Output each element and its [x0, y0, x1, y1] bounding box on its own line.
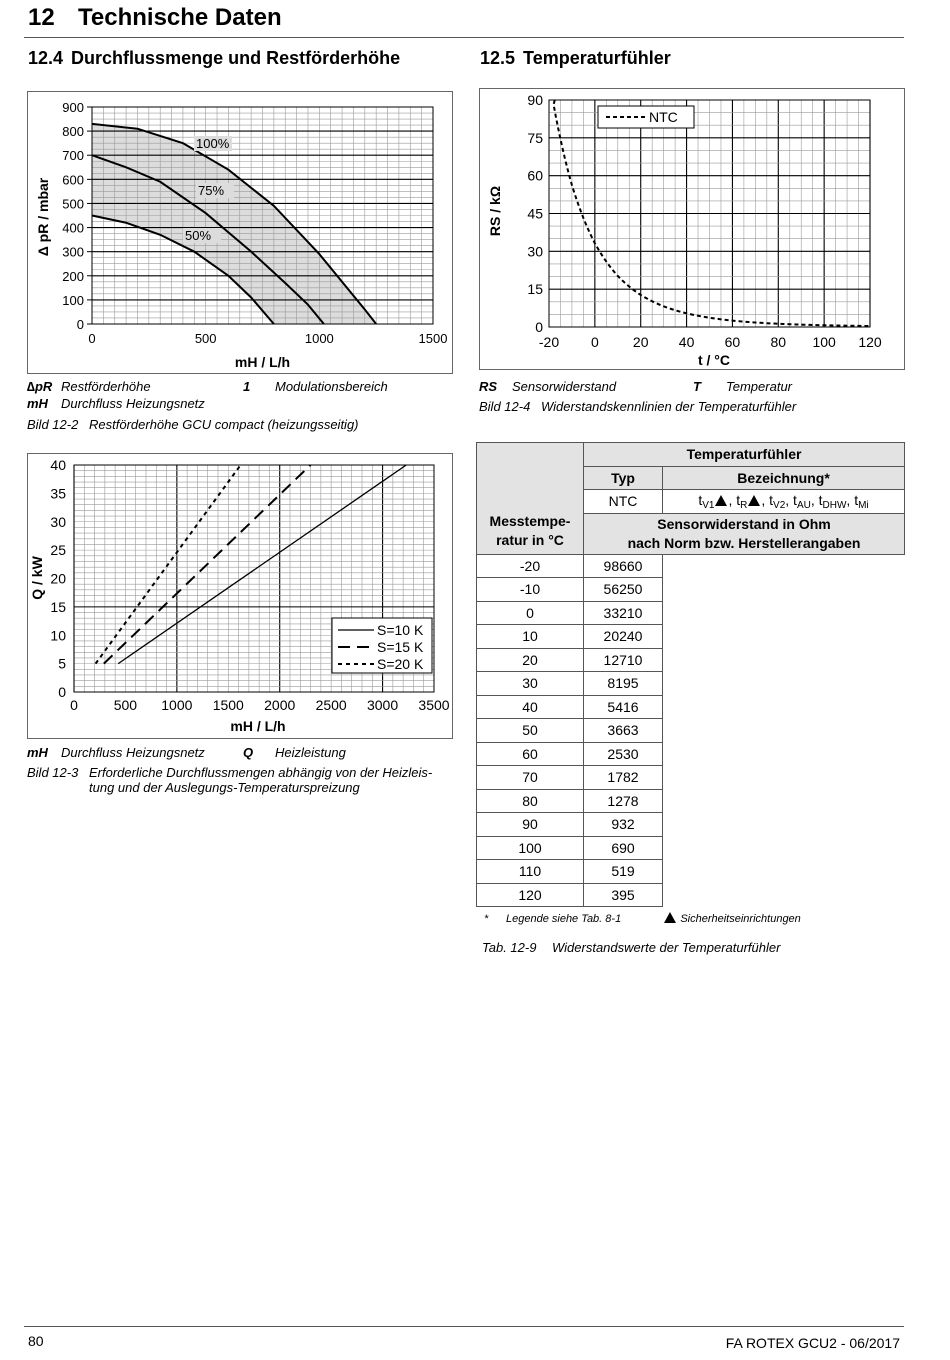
- figure-caption-line: tung und der Auslegungs-Temperaturspreizung: [89, 780, 360, 795]
- series-line: [96, 465, 241, 664]
- x-tick-label: 60: [724, 334, 741, 350]
- y-axis-label: Q / kW: [29, 556, 45, 600]
- temperature-cell: 110: [477, 860, 584, 884]
- x-tick-label: 3000: [366, 697, 399, 713]
- designation-cell: $t_{V1}$ , $t_R$ , $t_{V2}$, $t_{AU}$, $t_{DHW}$, $t_{Mi}$: [663, 490, 905, 514]
- figure-caption-text: Widerstandskennlinien der Temperaturfühler: [541, 399, 797, 414]
- y-tick-label: 200: [62, 268, 84, 284]
- page-number: 80: [28, 1333, 44, 1349]
- temperature-cell: 60: [477, 742, 584, 766]
- y-axis-label: RS / kΩ: [487, 185, 503, 237]
- x-tick-label: 120: [858, 334, 882, 350]
- legend-text: Heizleistung: [275, 745, 346, 760]
- note-safety: Sicherheitseinrichtungen: [680, 913, 801, 925]
- x-tick-label: 3500: [418, 697, 450, 713]
- table-row: [477, 554, 905, 578]
- row-header-line: ratur in °C: [496, 531, 564, 548]
- legend-text: Durchfluss Heizungsnetz: [61, 745, 205, 760]
- resistance-cell: 56250: [584, 578, 663, 602]
- col-bez-header: Bezeichnung*: [663, 466, 905, 490]
- resistance-cell: 395: [584, 883, 663, 907]
- figure-caption-line: Erforderliche Durchflussmengen abhängig von der Heizleis-: [89, 765, 433, 780]
- figure-caption: [479, 399, 796, 414]
- temperature-cell: 70: [477, 766, 584, 790]
- resistance-cell: 12710: [584, 648, 663, 672]
- table-row: [477, 672, 905, 696]
- resistance-cell: 98660: [584, 554, 663, 578]
- legend-text: Durchfluss Heizungsnetz: [61, 396, 205, 411]
- x-tick-label: 1500: [418, 331, 448, 346]
- legend-row: [27, 379, 151, 394]
- y-tick-label: 100: [62, 292, 84, 308]
- legend-text: Modulationsbereich: [275, 379, 388, 394]
- temperature-cell: 50: [477, 719, 584, 743]
- curve-label: 50%: [185, 228, 212, 243]
- x-axis-label: t / °C: [697, 352, 731, 368]
- temperature-cell: -20: [477, 554, 584, 578]
- table-row: [477, 766, 905, 790]
- document-id: FA ROTEX GCU2 - 06/2017: [725, 1335, 900, 1351]
- table-row: [477, 883, 905, 907]
- x-axis-label: mH / L/h: [230, 718, 286, 734]
- x-tick-label: 0: [590, 334, 599, 350]
- temperature-cell: 120: [477, 883, 584, 907]
- y-tick-label: 900: [62, 100, 84, 115]
- table-row: [477, 860, 905, 884]
- resistance-cell: 519: [584, 860, 663, 884]
- legend-row: [27, 396, 205, 411]
- table-number: Tab. 12-9: [482, 940, 537, 955]
- typ-value-cell: NTC: [584, 490, 663, 514]
- table-row: [477, 836, 905, 860]
- header-rule: [24, 37, 904, 38]
- legend-symbol: 1: [243, 379, 251, 394]
- table-row: [477, 695, 905, 719]
- resistance-cell: 8195: [584, 672, 663, 696]
- row-header-line: Messtempe-: [489, 512, 571, 529]
- y-tick-label: 300: [62, 244, 84, 260]
- y-tick-label: 15: [527, 281, 543, 298]
- table-caption: [482, 940, 780, 955]
- y-tick-label: 5: [58, 655, 66, 672]
- legend-row: [693, 379, 792, 394]
- sensor-resistance-table: [476, 442, 905, 907]
- chart-heat-output: [27, 453, 453, 739]
- chart-residual-head-svg: [28, 92, 452, 373]
- legend-symbol: mH: [27, 745, 48, 760]
- value-header-cell: [584, 513, 905, 554]
- x-tick-label: 1500: [212, 697, 244, 713]
- table-row: [477, 578, 905, 602]
- curve-label: 100%: [196, 136, 230, 151]
- y-tick-label: 800: [62, 124, 84, 140]
- x-tick-label: 0: [70, 697, 78, 713]
- temperature-cell: 90: [477, 813, 584, 837]
- table-caption-text: Widerstandswerte der Temperaturfühler: [552, 940, 781, 955]
- y-tick-label: 75: [527, 129, 543, 146]
- y-tick-label: 400: [62, 220, 84, 236]
- x-tick-label: 20: [632, 334, 649, 350]
- x-tick-label: 80: [770, 334, 787, 350]
- table-row: [477, 648, 905, 672]
- y-tick-label: 700: [62, 148, 84, 164]
- x-tick-label: 2500: [315, 697, 347, 713]
- section-title: Durchflussmenge und Restförderhöhe: [71, 48, 401, 68]
- x-tick-label: 100: [812, 334, 836, 350]
- legend-row: [243, 379, 388, 394]
- legend-symbol: Q: [243, 745, 254, 760]
- table-row: [477, 601, 905, 625]
- chart-sensor-resistance-svg: [480, 89, 904, 369]
- figure-caption: [27, 417, 359, 432]
- legend-text: Temperatur: [726, 379, 792, 394]
- legend-text: Restförderhöhe: [61, 379, 151, 394]
- temperature-cell: 10: [477, 625, 584, 649]
- table-note: [484, 912, 801, 925]
- temperature-cell: 80: [477, 789, 584, 813]
- figure-number: Bild 12-4: [479, 399, 531, 414]
- x-axis-label: mH / L/h: [234, 354, 291, 370]
- legend-symbol: RS: [479, 379, 498, 394]
- chapter-number: 12: [28, 4, 55, 31]
- legend-entry: S=15 K: [377, 639, 424, 655]
- legend-row: [479, 379, 616, 394]
- figure-caption: [27, 765, 452, 795]
- note-legend: Legende siehe Tab. 8-1: [506, 913, 622, 925]
- y-tick-label: 30: [527, 243, 543, 260]
- x-tick-label: 0: [88, 331, 96, 346]
- x-tick-label: 500: [113, 697, 138, 713]
- y-tick-label: 20: [50, 570, 66, 587]
- footer-rule: [24, 1326, 904, 1327]
- resistance-cell: 3663: [584, 719, 663, 743]
- legend-symbol: T: [693, 379, 701, 394]
- y-tick-label: 25: [50, 542, 66, 559]
- chart-heat-output-svg: [28, 454, 452, 738]
- group-header-cell: Temperaturfühler: [584, 443, 905, 467]
- row-header-cell: [477, 443, 584, 555]
- temperature-cell: 40: [477, 695, 584, 719]
- y-axis-label: Δ pR / mbar: [35, 177, 51, 257]
- temperature-cell: -10: [477, 578, 584, 602]
- resistance-cell: 1278: [584, 789, 663, 813]
- chart-residual-head: [27, 91, 453, 374]
- section-number: 12.5: [480, 48, 516, 68]
- chart-sensor-resistance: [479, 88, 905, 370]
- table-row: [477, 625, 905, 649]
- y-tick-label: 0: [58, 684, 66, 700]
- x-tick-label: 500: [194, 331, 217, 346]
- resistance-cell: 5416: [584, 695, 663, 719]
- resistance-cell: 33210: [584, 601, 663, 625]
- section-title: Temperaturfühler: [523, 48, 671, 68]
- resistance-cell: 2530: [584, 742, 663, 766]
- section-number: 12.4: [28, 48, 64, 68]
- table-row: [477, 789, 905, 813]
- table-row: [477, 813, 905, 837]
- legend-symbol: ∆pR: [27, 379, 53, 394]
- y-tick-label: 45: [527, 205, 543, 222]
- y-tick-label: 90: [527, 92, 543, 108]
- x-tick-label: 40: [678, 334, 695, 350]
- resistance-cell: 932: [584, 813, 663, 837]
- y-tick-label: 15: [50, 598, 66, 615]
- temperature-cell: 30: [477, 672, 584, 696]
- y-tick-label: 30: [50, 513, 66, 530]
- temperature-cell: 0: [477, 601, 584, 625]
- warning-triangle-icon: [748, 495, 760, 506]
- legend-row: [27, 745, 205, 760]
- section-heading-sensor: [480, 48, 671, 69]
- table-body: [477, 554, 905, 907]
- x-tick-label: 1000: [161, 697, 193, 713]
- table-row: [477, 742, 905, 766]
- y-tick-label: 35: [50, 485, 66, 502]
- temperature-cell: 100: [477, 836, 584, 860]
- value-header-line: Sensorwiderstand in Ohm: [657, 515, 831, 532]
- legend-row: [243, 745, 346, 760]
- legend-box: [598, 106, 694, 128]
- y-tick-label: 500: [62, 196, 84, 212]
- legend-entry: S=20 K: [377, 656, 424, 672]
- y-tick-label: 40: [50, 457, 66, 473]
- y-tick-label: 0: [76, 317, 84, 332]
- legend-symbol: mH: [27, 396, 48, 411]
- temperature-cell: 20: [477, 648, 584, 672]
- warning-triangle-icon: [664, 912, 676, 923]
- curve-label: 75%: [198, 183, 225, 198]
- section-heading-flow: [28, 48, 400, 69]
- figure-caption-text: Restförderhöhe GCU compact (heizungsseitig): [89, 417, 359, 432]
- warning-triangle-icon: [715, 495, 727, 506]
- x-tick-label: 2000: [264, 697, 296, 713]
- note-star: *: [484, 913, 489, 925]
- col-typ-header: Typ: [584, 466, 663, 490]
- figure-number: Bild 12-2: [27, 417, 79, 432]
- x-tick-label: -20: [538, 334, 560, 350]
- table-row: [477, 719, 905, 743]
- legend-text: Sensorwiderstand: [512, 379, 617, 394]
- x-tick-label: 1000: [304, 331, 334, 346]
- resistance-cell: 1782: [584, 766, 663, 790]
- value-header-line: nach Norm bzw. Herstellerangaben: [627, 534, 861, 551]
- y-tick-label: 0: [535, 319, 543, 335]
- chapter-title: Technische Daten: [78, 4, 282, 31]
- resistance-cell: 690: [584, 836, 663, 860]
- y-tick-label: 600: [62, 172, 84, 188]
- resistance-cell: 20240: [584, 625, 663, 649]
- y-tick-label: 60: [527, 167, 543, 184]
- y-tick-label: 10: [50, 627, 66, 644]
- figure-number: Bild 12-3: [27, 765, 79, 780]
- legend-entry: S=10 K: [377, 622, 424, 638]
- legend-entry: NTC: [649, 109, 678, 125]
